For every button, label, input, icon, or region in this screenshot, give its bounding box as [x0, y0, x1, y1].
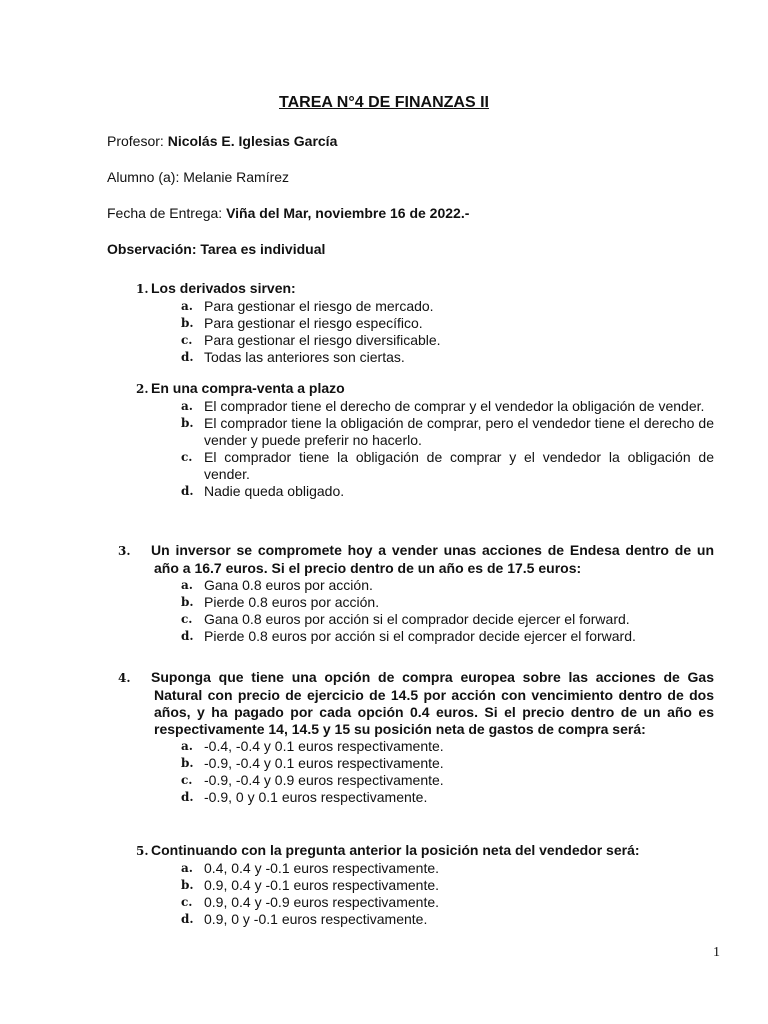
option-text: 0.9, 0 y -0.1 euros respectivamente.: [204, 911, 428, 927]
option-text: Para gestionar el riesgo diversificable.: [204, 332, 441, 348]
option-d: [136, 483, 714, 500]
question-text: Un inversor se compromete hoy a vender unas acciones de Endesa dentro de un año a 16.7 euros. Si el precio dentro de un año es de 17.5 euros:: [151, 542, 714, 576]
option-letter: c.: [181, 450, 193, 464]
option-text: 0.9, 0.4 y -0.9 euros respectivamente.: [204, 894, 440, 910]
option-b: [136, 594, 714, 611]
option-letter: c.: [181, 612, 193, 626]
question-number: 4.: [118, 671, 131, 685]
option-letter: c.: [181, 333, 193, 347]
option-letter: a.: [181, 578, 193, 592]
options-list: [136, 860, 714, 928]
question-text: Los derivados sirven:: [151, 280, 296, 296]
question-heading: [136, 280, 714, 298]
fecha-line: [107, 205, 469, 221]
option-a: [136, 577, 714, 594]
option-letter: b.: [181, 878, 194, 892]
question-1: [136, 280, 714, 366]
option-text: Todas las anteriores son ciertas.: [204, 349, 405, 365]
option-letter: a.: [181, 399, 193, 413]
question-text: Suponga que tiene una opción de compra europea sobre las acciones de Gas Natural con precio de ejercicio de 14.5 por acción con vencimiento dentro de dos años, y ha pagado por cada opción 0.4 euros. Si el precio dentro de un año es respectivamente 14, 14.5 y 15 su posición neta de gastos de compra será:: [151, 669, 714, 737]
profesor-name: Nicolás E. Iglesias García: [167, 133, 338, 149]
option-b: [136, 755, 714, 772]
option-b: [136, 315, 714, 332]
question-text: En una compra-venta a plazo: [151, 380, 345, 396]
fecha-label: Fecha de Entrega:: [107, 205, 227, 221]
options-list: [136, 738, 714, 806]
option-a: [136, 860, 714, 877]
option-c: [136, 611, 714, 628]
option-d: [136, 911, 714, 928]
option-text: -0.4, -0.4 y 0.1 euros respectivamente.: [204, 738, 444, 754]
question-number: 5.: [136, 844, 149, 858]
option-text: -0.9, 0 y 0.1 euros respectivamente.: [204, 789, 428, 805]
option-d: [136, 349, 714, 366]
options-list: [136, 577, 714, 645]
question-number: 2.: [136, 382, 149, 396]
option-letter: d.: [181, 790, 194, 804]
option-c: [136, 449, 714, 483]
option-letter: a.: [181, 739, 193, 753]
option-text: Para gestionar el riesgo específico.: [204, 315, 423, 331]
question-2: [136, 380, 714, 500]
option-a: [136, 398, 714, 415]
option-text: Gana 0.8 euros por acción si el comprador decide ejercer el forward.: [204, 611, 630, 627]
fecha-value: Viña del Mar, noviembre 16 de 2022.-: [226, 205, 470, 221]
page-number: 1: [713, 945, 720, 960]
option-letter: d.: [181, 629, 194, 643]
question-heading: [118, 669, 714, 738]
option-text: Pierde 0.8 euros por acción.: [204, 594, 380, 610]
option-b: [136, 415, 714, 449]
option-c: [136, 894, 714, 911]
option-d: [136, 628, 714, 645]
option-letter: d.: [181, 912, 194, 926]
alumno-line: Alumno (a): Melanie Ramírez: [107, 169, 290, 185]
options-list: [136, 398, 714, 500]
observacion-line: Observación: Tarea es individual: [107, 241, 326, 257]
option-text: Pierde 0.8 euros por acción si el comprador decide ejercer el forward.: [204, 628, 636, 644]
question-5: [136, 842, 714, 928]
option-letter: b.: [181, 316, 194, 330]
option-letter: d.: [181, 484, 194, 498]
option-letter: b.: [181, 416, 194, 430]
profesor-line: [107, 133, 337, 149]
option-c: [136, 332, 714, 349]
option-text: El comprador tiene el derecho de comprar y el vendedor la obligación de vender.: [204, 398, 705, 414]
option-c: [136, 772, 714, 789]
page-title: TAREA N°4 DE FINANZAS II: [279, 94, 489, 111]
question-heading: [136, 380, 714, 398]
option-a: [136, 298, 714, 315]
question-heading: [118, 542, 714, 577]
option-letter: d.: [181, 350, 194, 364]
options-list: [136, 298, 714, 366]
option-b: [136, 877, 714, 894]
option-text: 0.4, 0.4 y -0.1 euros respectivamente.: [204, 860, 440, 876]
option-letter: b.: [181, 756, 194, 770]
option-text: 0.9, 0.4 y -0.1 euros respectivamente.: [204, 877, 440, 893]
option-text: Para gestionar el riesgo de mercado.: [204, 298, 434, 314]
option-text: Nadie queda obligado.: [204, 483, 345, 499]
option-a: [136, 738, 714, 755]
question-4: [118, 669, 714, 806]
option-letter: a.: [181, 861, 193, 875]
option-letter: c.: [181, 895, 193, 909]
profesor-label: Profesor:: [107, 133, 168, 149]
option-letter: a.: [181, 299, 193, 313]
option-text: El comprador tiene la obligación de comprar, pero el vendedor tiene el derecho de vender y puede preferir no hacerlo.: [204, 415, 714, 448]
question-number: 3.: [118, 544, 131, 558]
option-d: [136, 789, 714, 806]
question-number: 1.: [136, 282, 149, 296]
option-text: -0.9, -0.4 y 0.1 euros respectivamente.: [204, 755, 444, 771]
question-text: Continuando con la pregunta anterior la posición neta del vendedor será:: [151, 842, 640, 858]
option-letter: c.: [181, 773, 193, 787]
option-text: El comprador tiene la obligación de comprar y el vendedor la obligación de vender.: [204, 449, 714, 482]
option-letter: b.: [181, 595, 194, 609]
question-3: [118, 542, 714, 645]
question-heading: [136, 842, 714, 860]
option-text: Gana 0.8 euros por acción.: [204, 577, 373, 593]
option-text: -0.9, -0.4 y 0.9 euros respectivamente.: [204, 772, 444, 788]
